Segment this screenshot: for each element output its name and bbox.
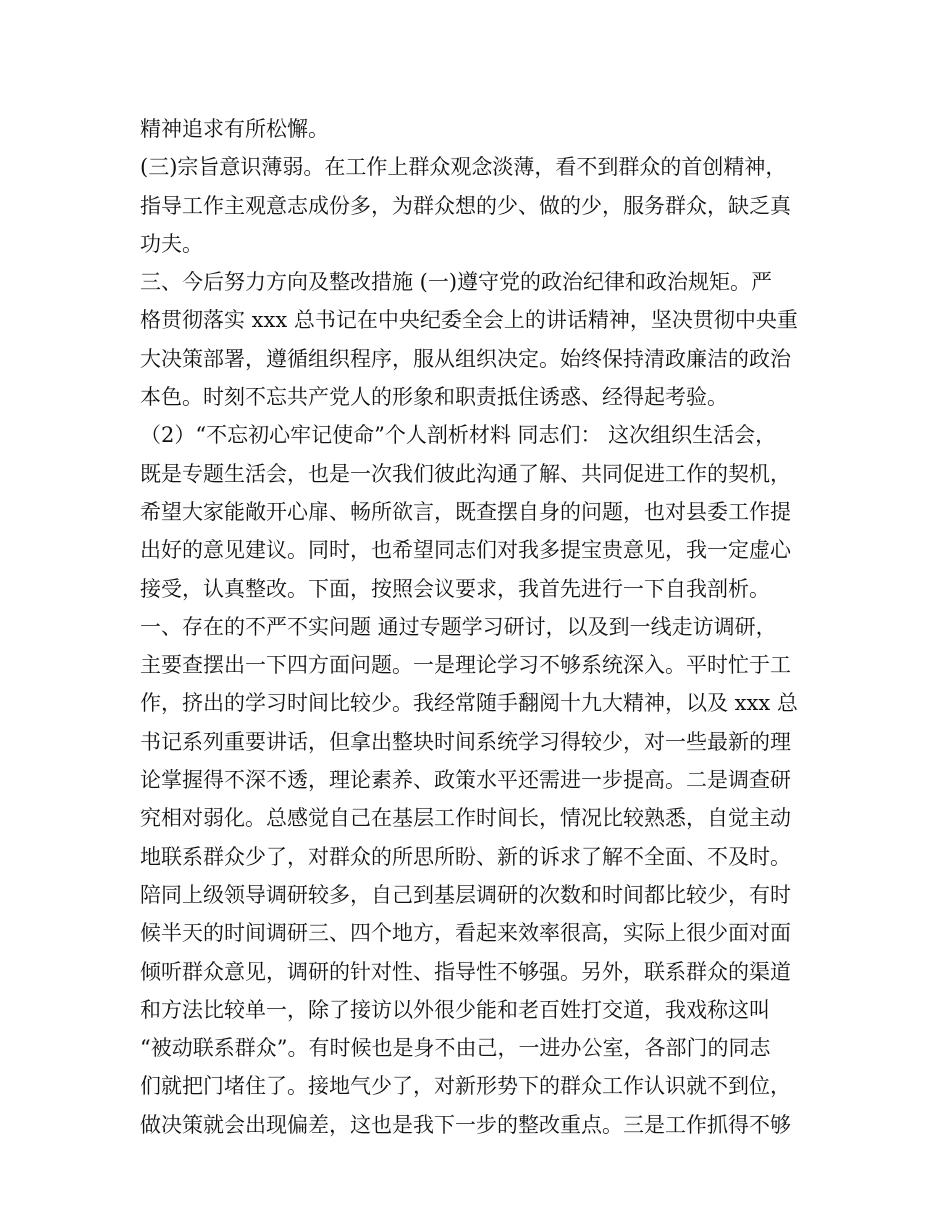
text-line: (三)宗旨意识薄弱。在工作上群众观念淡薄，看不到群众的首创精神， xyxy=(140,155,787,180)
text-line: 出好的意见建议。同时，也希望同志们对我多提宝贵意见，我一定虚心 xyxy=(140,538,791,563)
text-line: 主要查摆出一下四方面问题。一是理论学习不够系统深入。平时忙于工 xyxy=(140,653,791,678)
text-line: 格贯彻落实 xxx 总书记在中央纪委全会上的讲话精神，坚决贯彻中央重 xyxy=(140,308,798,333)
text-line: 希望大家能敞开心扉、畅所欲言，既查摆自身的问题，也对县委工作提 xyxy=(140,499,791,524)
text-line: 们就把门堵住了。接地气少了，对新形势下的群众工作认识就不到位， xyxy=(140,1074,791,1099)
text-line: 大决策部署，遵循组织程序，服从组织决定。始终保持清政廉洁的政治 xyxy=(140,346,791,371)
text-line: 陪同上级领导调研较多，自己到基层调研的次数和时间都比较少，有时 xyxy=(140,882,791,907)
text-line: 三、今后努力方向及整改措施 (一)遵守党的政治纪律和政治规矩。严 xyxy=(140,270,773,295)
text-line: （2）“不忘初心牢记使命”个人剖析材料 同志们： 这次组织生活会， xyxy=(140,423,777,448)
text-line: 书记系列重要讲话，但拿出整块时间系统学习得较少，对一些最新的理 xyxy=(140,729,791,754)
text-line: 精神追求有所松懈。 xyxy=(140,117,329,141)
text-line: 究相对弱化。总感觉自己在基层工作时间长，情况比较熟悉，自觉主动 xyxy=(140,806,791,831)
text-line: 接受，认真整改。下面，按照会议要求，我首先进行一下自我剖析。 xyxy=(140,576,770,601)
text-line: “被动联系群众”。有时候也是身不由己，一进办公室，各部门的同志 xyxy=(140,1036,771,1061)
text-line: 既是专题生活会，也是一次我们彼此沟通了解、共同促进工作的契机， xyxy=(140,461,791,486)
text-line: 地联系群众少了，对群众的所思所盼、新的诉求了解不全面、不及时。 xyxy=(140,844,791,869)
text-line: 倾听群众意见，调研的针对性、指导性不够强。另外，联系群众的渠道 xyxy=(140,959,791,984)
text-line: 指导工作主观意志成份多，为群众想的少、做的少，服务群众，缺乏真 xyxy=(140,193,791,218)
text-line: 本色。时刻不忘共产党人的形象和职责抵住诱惑、经得起考验。 xyxy=(140,385,728,410)
document-body xyxy=(140,110,830,1144)
text-line: 做决策就会出现偏差，这也是我下一步的整改重点。三是工作抓得不够 xyxy=(140,1112,791,1137)
text-line: 作，挤出的学习时间比较少。我经常随手翻阅十九大精神，以及 xxx 总 xyxy=(140,691,798,716)
text-line: 和方法比较单一，除了接访以外很少能和老百姓打交道，我戏称这叫 xyxy=(140,997,770,1022)
text-line: 一、存在的不严不实问题 通过专题学习研讨，以及到一线走访调研， xyxy=(140,614,777,639)
text-line: 论掌握得不深不透，理论素养、政策水平还需进一步提高。二是调查研 xyxy=(140,768,791,793)
text-line: 候半天的时间调研三、四个地方，看起来效率很高，实际上很少面对面 xyxy=(140,921,791,946)
text-line: 功夫。 xyxy=(140,231,203,256)
